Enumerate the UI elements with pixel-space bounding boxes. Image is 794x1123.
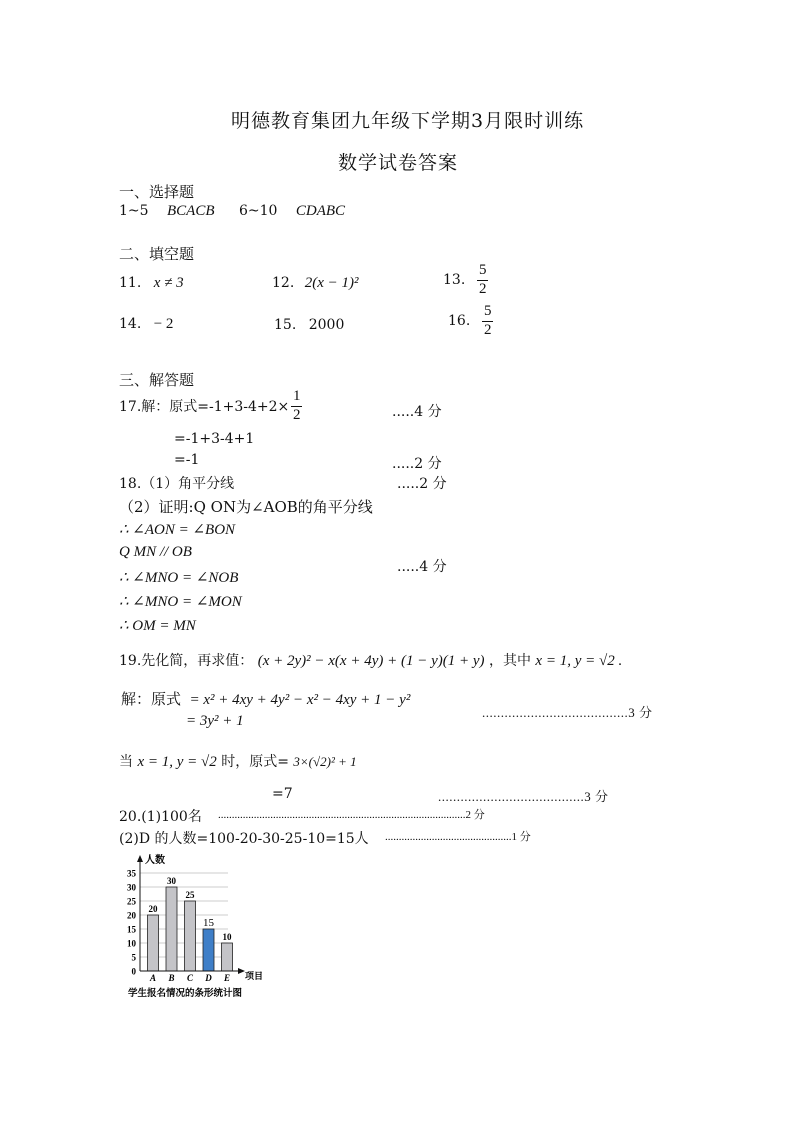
q18-line-6: ∴ ∠MNO = ∠MON bbox=[119, 594, 242, 610]
bar-D bbox=[203, 929, 214, 971]
q17-line-2: =-1+3-4+1 bbox=[174, 431, 255, 447]
q19-score-1: .......................................3 分 bbox=[482, 705, 653, 720]
x-tick-label: E bbox=[223, 973, 231, 983]
q18-score-2: .....4 分 bbox=[397, 559, 447, 575]
q19-when-expression: 3×(√2)² + 1 bbox=[293, 754, 357, 769]
y-tick-label: 25 bbox=[127, 896, 136, 907]
q14-number: 14. bbox=[119, 316, 142, 332]
q19-solution-line-2: = 3y² + 1 bbox=[186, 713, 244, 729]
y-tick-label: 0 bbox=[131, 966, 136, 977]
q16-fraction bbox=[482, 304, 493, 339]
q12-answer: 2(x − 1)² bbox=[304, 275, 359, 291]
bar-B bbox=[166, 887, 177, 971]
document-title: 明德教育集团九年级下学期3月限时训练 bbox=[231, 110, 585, 132]
q18-line-4: Q MN // OB bbox=[119, 544, 192, 560]
q19-score-2: .......................................3 分 bbox=[438, 789, 609, 804]
q11-number: 11. bbox=[119, 275, 142, 291]
q18-line-2: （2）证明:Q ON为∠AOB的角平分线 bbox=[119, 498, 373, 516]
q17-score-1: .....4 分 bbox=[392, 404, 442, 420]
q19-condition-prefix: ，其中 bbox=[488, 653, 531, 669]
chart-labels bbox=[127, 869, 232, 984]
q12 bbox=[272, 275, 359, 292]
q14-answer: − 2 bbox=[153, 316, 174, 332]
x-tick-label: B bbox=[168, 973, 175, 983]
q11-answer: x ≠ 3 bbox=[153, 275, 184, 291]
y-tick-label: 20 bbox=[127, 910, 136, 921]
q19-solution-line-1 bbox=[121, 688, 410, 709]
q16 bbox=[448, 304, 493, 339]
mc-answers-2: CDABC bbox=[295, 203, 346, 219]
q16-numerator: 5 bbox=[484, 303, 492, 319]
q18-line-3: ∴ ∠AON = ∠BON bbox=[119, 522, 236, 538]
q19-prefix: 19.先化简，再求值： bbox=[119, 653, 254, 669]
mc-answers bbox=[119, 203, 345, 220]
y-tick-label: 15 bbox=[127, 924, 136, 935]
q13-denominator: 2 bbox=[479, 280, 487, 297]
mc-range-1: 1~5 bbox=[119, 203, 149, 219]
q19-when-condition: x = 1, y = √2 bbox=[137, 754, 217, 770]
q17-line-1 bbox=[119, 389, 302, 424]
solve-heading: 三、解答题 bbox=[119, 371, 195, 389]
bar-value-label: 15 bbox=[203, 917, 214, 929]
q19-question bbox=[119, 650, 622, 670]
q17-score-2: .....2 分 bbox=[392, 456, 442, 472]
q19-when-line bbox=[119, 751, 357, 771]
mc-answers-1: BCACB bbox=[167, 203, 215, 219]
bar-A bbox=[148, 915, 159, 971]
q14 bbox=[119, 316, 173, 333]
q17-line-3: =-1 bbox=[174, 452, 200, 468]
q16-denominator: 2 bbox=[484, 321, 492, 338]
x-tick-label: A bbox=[149, 973, 157, 983]
mc-heading: 一、选择题 bbox=[119, 183, 195, 201]
q15-number: 15. bbox=[274, 317, 297, 333]
bar-chart bbox=[118, 852, 288, 1002]
bar-value-label: 30 bbox=[167, 876, 176, 886]
q20-score-1: ..........................................................................................2 分 bbox=[218, 809, 485, 821]
q18-line-7: ∴ OM = MN bbox=[119, 618, 196, 634]
q17-denominator: 2 bbox=[293, 406, 301, 423]
y-tick-label: 10 bbox=[127, 938, 136, 949]
q11 bbox=[119, 275, 184, 292]
document-subtitle: 数学试卷答案 bbox=[338, 152, 459, 174]
x-axis-arrow bbox=[238, 968, 245, 974]
y-tick-label: 30 bbox=[127, 882, 136, 893]
q18-line-1: 18.（1）角平分线 bbox=[119, 476, 235, 492]
q19-solution-prefix: 解：原式 bbox=[121, 690, 182, 708]
q13-number: 13. bbox=[443, 272, 466, 289]
q20-line-1: 20.(1)100名 bbox=[119, 809, 202, 825]
bar-C bbox=[185, 901, 196, 971]
q19-when-prefix: 当 bbox=[119, 754, 133, 770]
q12-number: 12. bbox=[272, 275, 295, 291]
q19-result: =7 bbox=[272, 786, 293, 802]
q20-line-2: (2)D 的人数=100-20-30-25-10=15人 bbox=[119, 831, 369, 847]
x-tick-label: C bbox=[186, 973, 194, 983]
x-tick-label: D bbox=[205, 973, 212, 983]
q19-solution-expression: = x² + 4xy + 4y² − x² − 4xy + 1 − y² bbox=[189, 692, 411, 708]
q20-score-2: ..............................................1 分 bbox=[385, 831, 531, 843]
q19-expression: (x + 2y)² − x(x + 4y) + (1 − y)(1 + y) bbox=[257, 653, 485, 669]
q16-number: 16. bbox=[448, 313, 471, 330]
y-axis-arrow bbox=[137, 855, 143, 862]
q17-numerator: 1 bbox=[293, 388, 301, 404]
y-axis-title: 人数 bbox=[145, 855, 165, 866]
q13-fraction bbox=[477, 263, 488, 298]
y-tick-label: 5 bbox=[131, 952, 136, 963]
fill-heading: 二、填空题 bbox=[119, 245, 195, 263]
q15-answer: 2000 bbox=[308, 317, 345, 333]
mc-range-2: 6~10 bbox=[238, 203, 278, 219]
q17-fraction bbox=[291, 389, 302, 424]
q19-condition: x = 1, y = √2 . bbox=[535, 653, 623, 669]
q18-line-5: ∴ ∠MNO = ∠NOB bbox=[119, 570, 239, 586]
bar-value-label: 20 bbox=[148, 904, 158, 914]
q18-score-1: .....2 分 bbox=[397, 476, 447, 492]
x-axis-title: 项目 bbox=[245, 971, 264, 981]
q13-numerator: 5 bbox=[479, 262, 487, 278]
bar-E bbox=[222, 943, 233, 971]
q17-label: 17.解：原式=-1+3-4+2× bbox=[119, 399, 290, 416]
y-tick-label: 35 bbox=[127, 868, 136, 879]
q13 bbox=[443, 263, 488, 298]
bar-value-label: 10 bbox=[222, 932, 232, 942]
q15 bbox=[274, 317, 344, 333]
chart-title: 学生报名情况的条形统计图 bbox=[128, 989, 243, 999]
q19-when-middle: 时，原式= bbox=[221, 754, 289, 770]
bar-value-label: 25 bbox=[185, 890, 195, 900]
